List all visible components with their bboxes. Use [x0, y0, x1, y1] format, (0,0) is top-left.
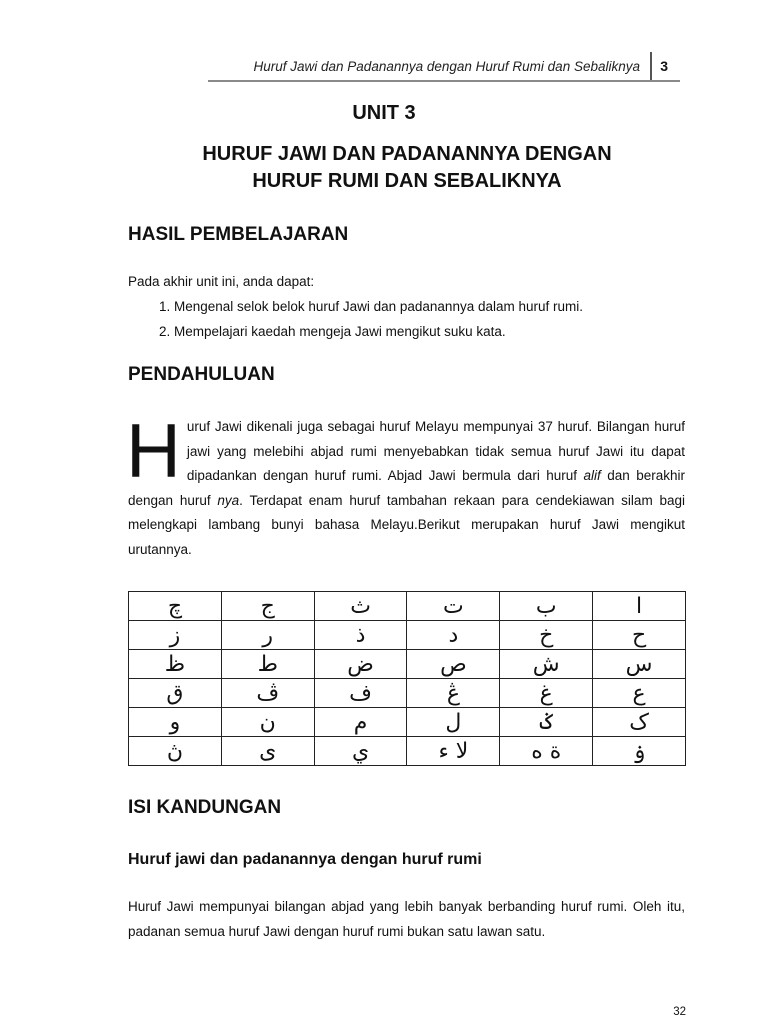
jawi-letter-cell: ۏ	[593, 737, 686, 766]
content-paragraph: Huruf Jawi mempunyai bilangan abjad yang lebih banyak berbanding huruf rumi. Oleh itu, padanan semua huruf Jawi dengan huruf rumi bukan satu lawan satu.	[128, 899, 685, 939]
jawi-letter-cell: غ	[500, 679, 593, 708]
jawi-letter-cell: ز	[129, 621, 222, 650]
jawi-letter-cell: ل	[407, 708, 500, 737]
learning-outcomes-list	[128, 294, 694, 344]
jawi-letter-cell: ڽ	[129, 737, 222, 766]
intro-text-3: . Terdapat enam huruf tambahan rekaan para cendekiawan silam bagi melengkapi lambang bunyi bahasa Melayu.Berikut merupakan huruf Jawi mengikut urutannya.	[128, 492, 685, 557]
table-row	[129, 592, 686, 621]
list-item: 1. Mengenal selok belok huruf Jawi dan padanannya dalam huruf rumi.	[174, 294, 694, 319]
jawi-letter-cell: ر	[221, 621, 314, 650]
table-row	[129, 621, 686, 650]
jawi-letter-cell: س	[593, 650, 686, 679]
jawi-letter-cell: ش	[500, 650, 593, 679]
intro-italic-nya: nya	[217, 492, 240, 508]
jawi-letter-cell: ح	[593, 621, 686, 650]
jawi-letter-cell: ث	[314, 592, 407, 621]
jawi-letter-cell: ظ	[129, 650, 222, 679]
jawi-letter-cell: ع	[593, 679, 686, 708]
running-header	[208, 50, 680, 82]
page-title	[0, 141, 768, 195]
learning-outcomes-intro: Pada akhir unit ini, anda dapat:	[128, 274, 315, 289]
list-item: 2. Mempelajari kaedah mengeja Jawi mengikut suku kata.	[174, 319, 694, 344]
page-title-line-2: HURUF RUMI DAN SEBALIKNYA	[252, 170, 562, 192]
chapter-number: 3	[660, 58, 668, 74]
unit-label: UNIT 3	[352, 102, 416, 124]
jawi-letter-cell: لا ء	[407, 737, 500, 766]
jawi-letter-cell: ڤ	[221, 679, 314, 708]
jawi-letter-cell: ى	[221, 737, 314, 766]
header-divider	[650, 52, 652, 80]
jawi-letter-cell: د	[407, 621, 500, 650]
jawi-letter-cell: ن	[221, 708, 314, 737]
table-row	[129, 708, 686, 737]
content-subheading: Huruf jawi dan padanannya dengan huruf rumi	[128, 851, 482, 868]
intro-italic-alif: alif	[583, 468, 601, 483]
intro-text-2: dan berakhir dengan huruf	[128, 468, 685, 508]
jawi-letter-cell: ک	[593, 708, 686, 737]
jawi-letter-cell: ج	[221, 592, 314, 621]
intro-text-1: uruf Jawi dikenali juga sebagai huruf Melayu mempunyai 37 huruf. Bilangan huruf jawi yang melebihi abjad rumi menyebabkan tidak semua huruf Jawi itu dapat dipadankan dengan huruf rumi. Abjad Jawi bermula dari huruf	[186, 419, 685, 483]
jawi-letter-cell: ص	[407, 650, 500, 679]
jawi-letter-cell: ف	[314, 679, 407, 708]
jawi-letter-cell: ب	[500, 592, 593, 621]
table-row	[129, 679, 686, 708]
jawi-letter-cell: ذ	[314, 621, 407, 650]
learning-outcomes-heading: HASIL PEMBELAJARAN	[128, 224, 349, 245]
introduction-paragraph	[126, 409, 685, 562]
running-header-title: Huruf Jawi dan Padanannya dengan Huruf Rumi dan Sebaliknya	[253, 59, 640, 74]
jawi-letter-cell: ت	[407, 592, 500, 621]
jawi-letter-cell: ڠ	[407, 679, 500, 708]
drop-cap: H	[126, 409, 181, 494]
jawi-letter-cell: و	[129, 708, 222, 737]
content-heading: ISI KANDUNGAN	[128, 797, 282, 818]
table-row	[129, 650, 686, 679]
jawi-letter-cell: ا	[593, 592, 686, 621]
jawi-letter-cell: ݢ	[500, 708, 593, 737]
jawi-letter-cell: ة ه	[500, 737, 593, 766]
table-row	[129, 737, 686, 766]
jawi-letter-cell: ض	[314, 650, 407, 679]
page-title-line-1: HURUF JAWI DAN PADANANNYA DENGAN	[202, 143, 612, 165]
jawi-letter-cell: م	[314, 708, 407, 737]
jawi-letter-cell: ق	[129, 679, 222, 708]
jawi-letters-table	[128, 591, 686, 766]
jawi-letter-cell: چ	[129, 592, 222, 621]
jawi-letter-cell: ي	[314, 737, 407, 766]
introduction-heading: PENDAHULUAN	[128, 364, 275, 385]
jawi-letter-cell: خ	[500, 621, 593, 650]
jawi-letter-cell: ط	[221, 650, 314, 679]
page-number: 32	[673, 1006, 686, 1018]
